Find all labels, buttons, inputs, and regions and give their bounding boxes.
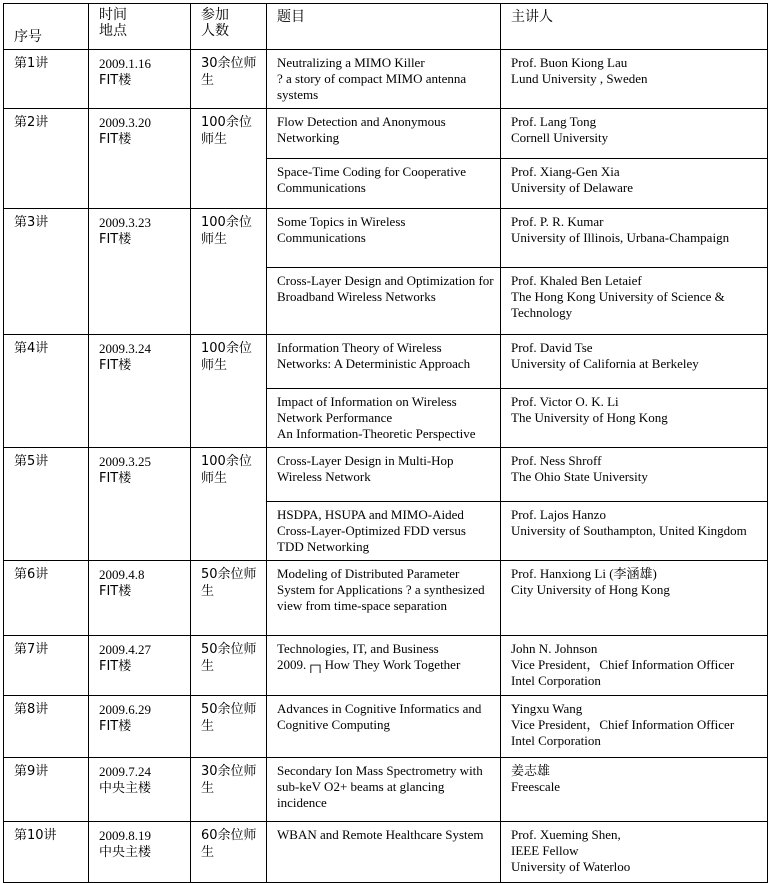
lecture-attendance: 60余位师生 xyxy=(191,822,267,883)
lecture-place: FIT楼 xyxy=(99,358,132,373)
talk-topic: Information Theory of Wireless Networks: A Deterministic Approach xyxy=(267,335,501,389)
lecture-date: 2009.8.19 xyxy=(99,828,151,843)
lecture-index: 第8讲 xyxy=(4,696,89,758)
lecture-attendance: 100余位 师生 xyxy=(191,448,267,561)
talk-topic: Neutralizing a MIMO Killer ? a story of compact MIMO antenna systems xyxy=(267,50,501,109)
talk-topic: Flow Detection and Anonymous Networking xyxy=(267,109,501,159)
lecture-index: 第3讲 xyxy=(4,209,89,335)
lecture-row xyxy=(4,109,768,159)
lecture-time-place xyxy=(89,448,191,561)
lecture-attendance: 100余位 师生 xyxy=(191,209,267,335)
lecture-attendance: 50余位师生 xyxy=(191,561,267,636)
lecture-place: 中央主楼 xyxy=(99,781,152,796)
header-time-place: 时间 地点 xyxy=(89,4,191,50)
header-index: 序号 xyxy=(4,4,89,50)
talk-speaker: John N. Johnson Vice President，Chief Information Officer Intel Corporation xyxy=(501,636,768,696)
lecture-attendance: 30余位师生 xyxy=(191,50,267,109)
lecture-index: 第4讲 xyxy=(4,335,89,448)
lecture-place: FIT楼 xyxy=(99,471,132,486)
talk-topic: Secondary Ion Mass Spectrometry with sub-keV O2+ beams at glancing incidence xyxy=(267,758,501,822)
talk-speaker: Yingxu Wang Vice President，Chief Information Officer Intel Corporation xyxy=(501,696,768,758)
header-topic: 题目 xyxy=(267,4,501,50)
lecture-index: 第9讲 xyxy=(4,758,89,822)
talk-topic: Cross-Layer Design and Optimization for Broadband Wireless Networks xyxy=(267,268,501,335)
lecture-rows xyxy=(4,50,768,883)
lecture-row xyxy=(4,209,768,268)
lecture-index: 第6讲 xyxy=(4,561,89,636)
lecture-date: 2009.6.29 xyxy=(99,702,151,717)
lecture-time-place xyxy=(89,822,191,883)
lecture-row xyxy=(4,636,768,696)
talk-topic: WBAN and Remote Healthcare System xyxy=(267,822,501,883)
lecture-time-place xyxy=(89,561,191,636)
lecture-time-place xyxy=(89,758,191,822)
lecture-index: 第10讲 xyxy=(4,822,89,883)
lecture-time-place xyxy=(89,209,191,335)
lecture-date: 2009.7.24 xyxy=(99,764,151,779)
talk-speaker: Prof. Lang Tong Cornell University xyxy=(501,109,768,159)
lecture-row xyxy=(4,50,768,109)
lecture-place: 中央主楼 xyxy=(99,845,152,860)
talk-speaker: Prof. P. R. Kumar University of Illinois, Urbana-Champaign xyxy=(501,209,768,268)
lecture-place: FIT楼 xyxy=(99,132,132,147)
lecture-attendance: 30余位师生 xyxy=(191,758,267,822)
lecture-time-place xyxy=(89,109,191,209)
lecture-row xyxy=(4,758,768,822)
talk-topic: Cross-Layer Design in Multi-Hop Wireless Network xyxy=(267,448,501,502)
lecture-place: FIT楼 xyxy=(99,73,132,88)
talk-topic: Space-Time Coding for Cooperative Communications xyxy=(267,159,501,209)
lecture-table xyxy=(3,3,768,883)
lecture-place: FIT楼 xyxy=(99,584,132,599)
talk-topic: Technologies, IT, and Business 2009.┌┐How They Work Together xyxy=(267,636,501,696)
lecture-attendance: 50余位师生 xyxy=(191,696,267,758)
lecture-row xyxy=(4,696,768,758)
lecture-index: 第7讲 xyxy=(4,636,89,696)
talk-topic: Some Topics in Wireless Communications xyxy=(267,209,501,268)
talk-speaker: Prof. Khaled Ben Letaief The Hong Kong University of Science & Technology xyxy=(501,268,768,335)
lecture-attendance: 100余位 师生 xyxy=(191,109,267,209)
talk-speaker: Prof. Ness Shroff The Ohio State University xyxy=(501,448,768,502)
talk-speaker: 姜志雄 Freescale xyxy=(501,758,768,822)
lecture-date: 2009.3.24 xyxy=(99,341,151,356)
talk-speaker: Prof. David Tse University of California at Berkeley xyxy=(501,335,768,389)
header-speaker: 主讲人 xyxy=(501,4,768,50)
talk-speaker: Prof. Xueming Shen, IEEE Fellow University of Waterloo xyxy=(501,822,768,883)
lecture-index: 第2讲 xyxy=(4,109,89,209)
lecture-date: 2009.1.16 xyxy=(99,56,151,71)
lecture-date: 2009.3.23 xyxy=(99,215,151,230)
talk-speaker: Prof. Buon Kiong Lau Lund University , Sweden xyxy=(501,50,768,109)
talk-topic: Modeling of Distributed Parameter System for Applications ? a synthesized view from time-space separation xyxy=(267,561,501,636)
talk-speaker: Prof. Xiang-Gen Xia University of Delaware xyxy=(501,159,768,209)
lecture-attendance: 50余位师生 xyxy=(191,636,267,696)
talk-speaker: Prof. Lajos Hanzo University of Southampton, United Kingdom xyxy=(501,502,768,561)
lecture-date: 2009.4.8 xyxy=(99,567,145,582)
lecture-place: FIT楼 xyxy=(99,232,132,247)
lecture-index: 第1讲 xyxy=(4,50,89,109)
lecture-attendance: 100余位 师生 xyxy=(191,335,267,448)
lecture-time-place xyxy=(89,696,191,758)
lecture-index: 第5讲 xyxy=(4,448,89,561)
talk-speaker: Prof. Victor O. K. Li The University of Hong Kong xyxy=(501,389,768,448)
lecture-row xyxy=(4,448,768,502)
lecture-date: 2009.3.25 xyxy=(99,454,151,469)
talk-topic: Impact of Information on Wireless Network Performance An Information-Theoretic Perspective xyxy=(267,389,501,448)
lecture-time-place xyxy=(89,335,191,448)
lecture-time-place xyxy=(89,636,191,696)
header-attendance: 参加 人数 xyxy=(191,4,267,50)
lecture-row xyxy=(4,335,768,389)
lecture-row xyxy=(4,822,768,883)
talk-speaker: Prof. Hanxiong Li (李涵雄) City University of Hong Kong xyxy=(501,561,768,636)
talk-topic: Advances in Cognitive Informatics and Cognitive Computing xyxy=(267,696,501,758)
lecture-date: 2009.3.20 xyxy=(99,115,151,130)
lecture-date: 2009.4.27 xyxy=(99,642,151,657)
header-row xyxy=(4,4,768,50)
lecture-time-place xyxy=(89,50,191,109)
talk-topic: HSDPA, HSUPA and MIMO-Aided Cross-Layer-Optimized FDD versus TDD Networking xyxy=(267,502,501,561)
lecture-place: FIT楼 xyxy=(99,659,132,674)
lecture-row xyxy=(4,561,768,636)
lecture-place: FIT楼 xyxy=(99,719,132,734)
